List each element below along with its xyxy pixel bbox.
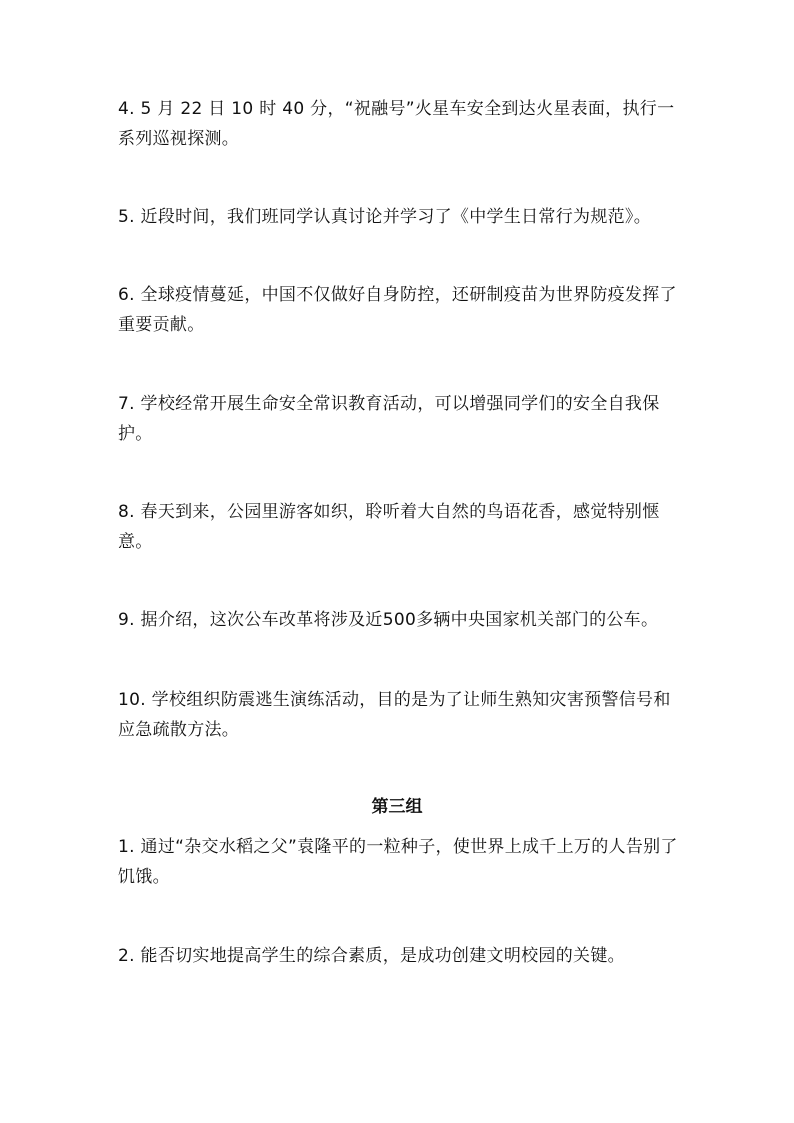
section-heading-group-3: 第三组 <box>371 797 423 817</box>
sentence-item-10: 10. 学校组织防震逃生演练活动，目的是为了让师生熟知灾害预警信号和应急疏散方法。 <box>118 690 671 740</box>
sentence-item-group3-2: 2. 能否切实地提高学生的综合素质，是成功创建文明校园的关键。 <box>118 946 625 966</box>
sentence-item-7: 7. 学校经常开展生命安全常识教育活动，可以增强同学们的安全自我保护。 <box>118 394 660 444</box>
sentence-item-9: 9. 据介绍，这次公车改革将涉及近500多辆中央国家机关部门的公车。 <box>118 610 659 630</box>
sentence-item-6: 6. 全球疫情蔓延，中国不仅做好自身防控，还研制疫苗为世界防疫发挥了重要贡献。 <box>118 285 677 335</box>
sentence-item-8: 8. 春天到来，公园里游客如织，聆听着大自然的鸟语花香，感觉特别惬意。 <box>118 502 660 552</box>
sentence-item-4: 4. 5 月 22 日 10 时 40 分，“祝融号”火星车安全到达火星表面，执行一系列巡视探测。 <box>118 99 675 149</box>
sentence-item-5: 5. 近段时间，我们班同学认真讨论并学习了《中学生日常行为规范》。 <box>118 207 652 227</box>
sentence-item-group3-1: 1. 通过“杂交水稻之父”袁隆平的一粒种子，使世界上成千上万的人告别了饥饿。 <box>118 837 678 887</box>
